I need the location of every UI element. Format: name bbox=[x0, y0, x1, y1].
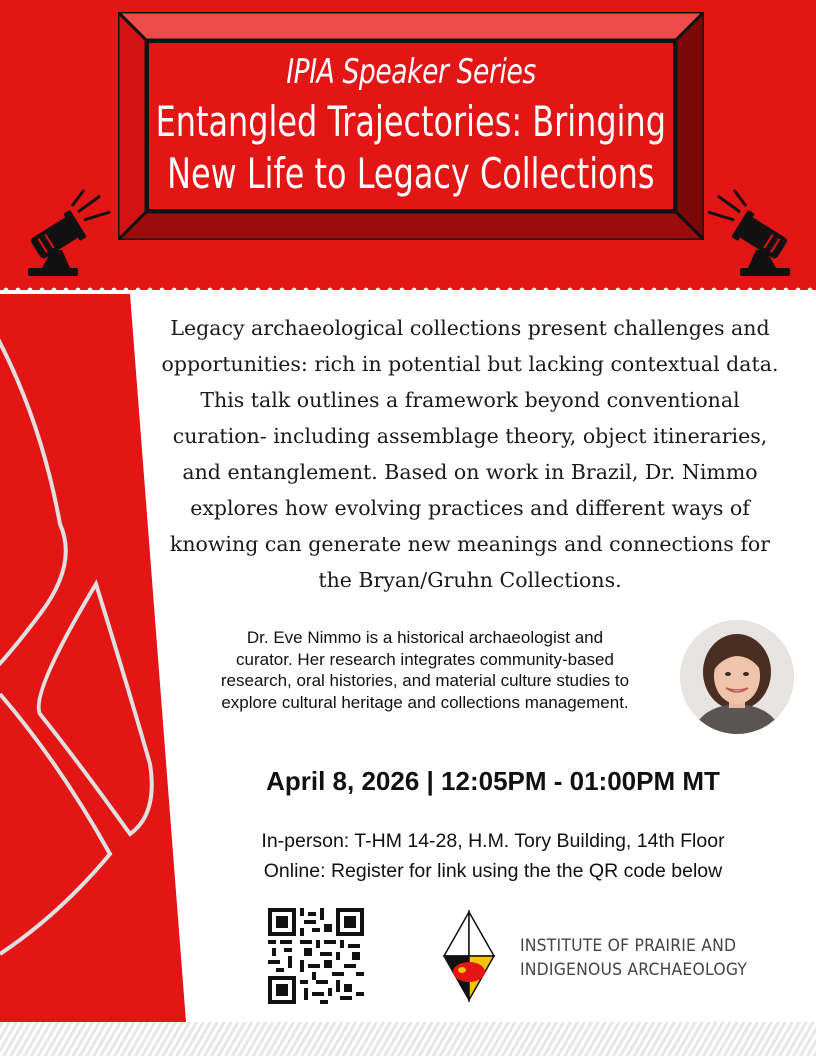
event-date-time: April 8, 2026 | 12:05PM - 01:00PM MT bbox=[266, 766, 720, 796]
spotlight-icon bbox=[18, 188, 114, 284]
bottom-stripe bbox=[0, 1022, 816, 1056]
title-frame bbox=[118, 12, 704, 240]
abstract-line: and entanglement. Based on work in Brazil, Dr. Nimmo bbox=[182, 460, 758, 484]
event-location bbox=[200, 826, 786, 886]
abstract-line: explores how evolving practices and different ways of bbox=[190, 496, 750, 520]
in-person-location: In-person: T-HM 14-28, H.M. Tory Building, 14th Floor bbox=[261, 830, 725, 852]
institute-name bbox=[520, 934, 787, 982]
qr-code[interactable] bbox=[268, 908, 364, 1004]
medicine-wheel-diamond-logo bbox=[440, 910, 498, 1002]
spotlight-icon bbox=[704, 188, 800, 284]
bio-line: explore cultural heritage and collections management. bbox=[221, 692, 629, 712]
dotted-divider bbox=[0, 286, 816, 294]
abstract-line: the Bryan/Gruhn Collections. bbox=[318, 568, 622, 592]
series-title: IPIA Speaker Series bbox=[286, 52, 536, 92]
abstract-line: This talk outlines a framework beyond conventional bbox=[200, 388, 740, 412]
speaker-portrait bbox=[680, 620, 794, 734]
online-registration-note: Online: Register for link using the the QR code below bbox=[263, 860, 723, 882]
event-title-line-2: New Life to Legacy Collections bbox=[167, 149, 655, 198]
institute-name-line-1: INSTITUTE OF PRAIRIE AND bbox=[520, 936, 737, 956]
abstract-line: Legacy archaeological collections present challenges and bbox=[170, 316, 770, 340]
bio-line: Dr. Eve Nimmo is a historical archaeologist and bbox=[246, 628, 604, 647]
portrait-illustration bbox=[680, 620, 794, 734]
institute-name-line-2: INDIGENOUS ARCHAEOLOGY bbox=[520, 960, 748, 980]
bio-line: research, oral histories, and material culture studies to bbox=[220, 671, 630, 690]
abstract-line: opportunities: rich in potential but lacking contextual data. bbox=[161, 352, 779, 376]
event-title-line-1: Entangled Trajectories: Bringing bbox=[155, 97, 667, 146]
abstract-line: knowing can generate new meanings and connections for bbox=[169, 532, 771, 556]
title-panel bbox=[146, 40, 676, 212]
speaker-bio bbox=[180, 627, 670, 713]
abstract-line: curation- including assemblage theory, object itineraries, bbox=[172, 424, 768, 448]
event-title bbox=[156, 96, 666, 200]
talk-abstract bbox=[135, 310, 805, 598]
bio-line: curator. Her research integrates community-based bbox=[236, 649, 614, 669]
